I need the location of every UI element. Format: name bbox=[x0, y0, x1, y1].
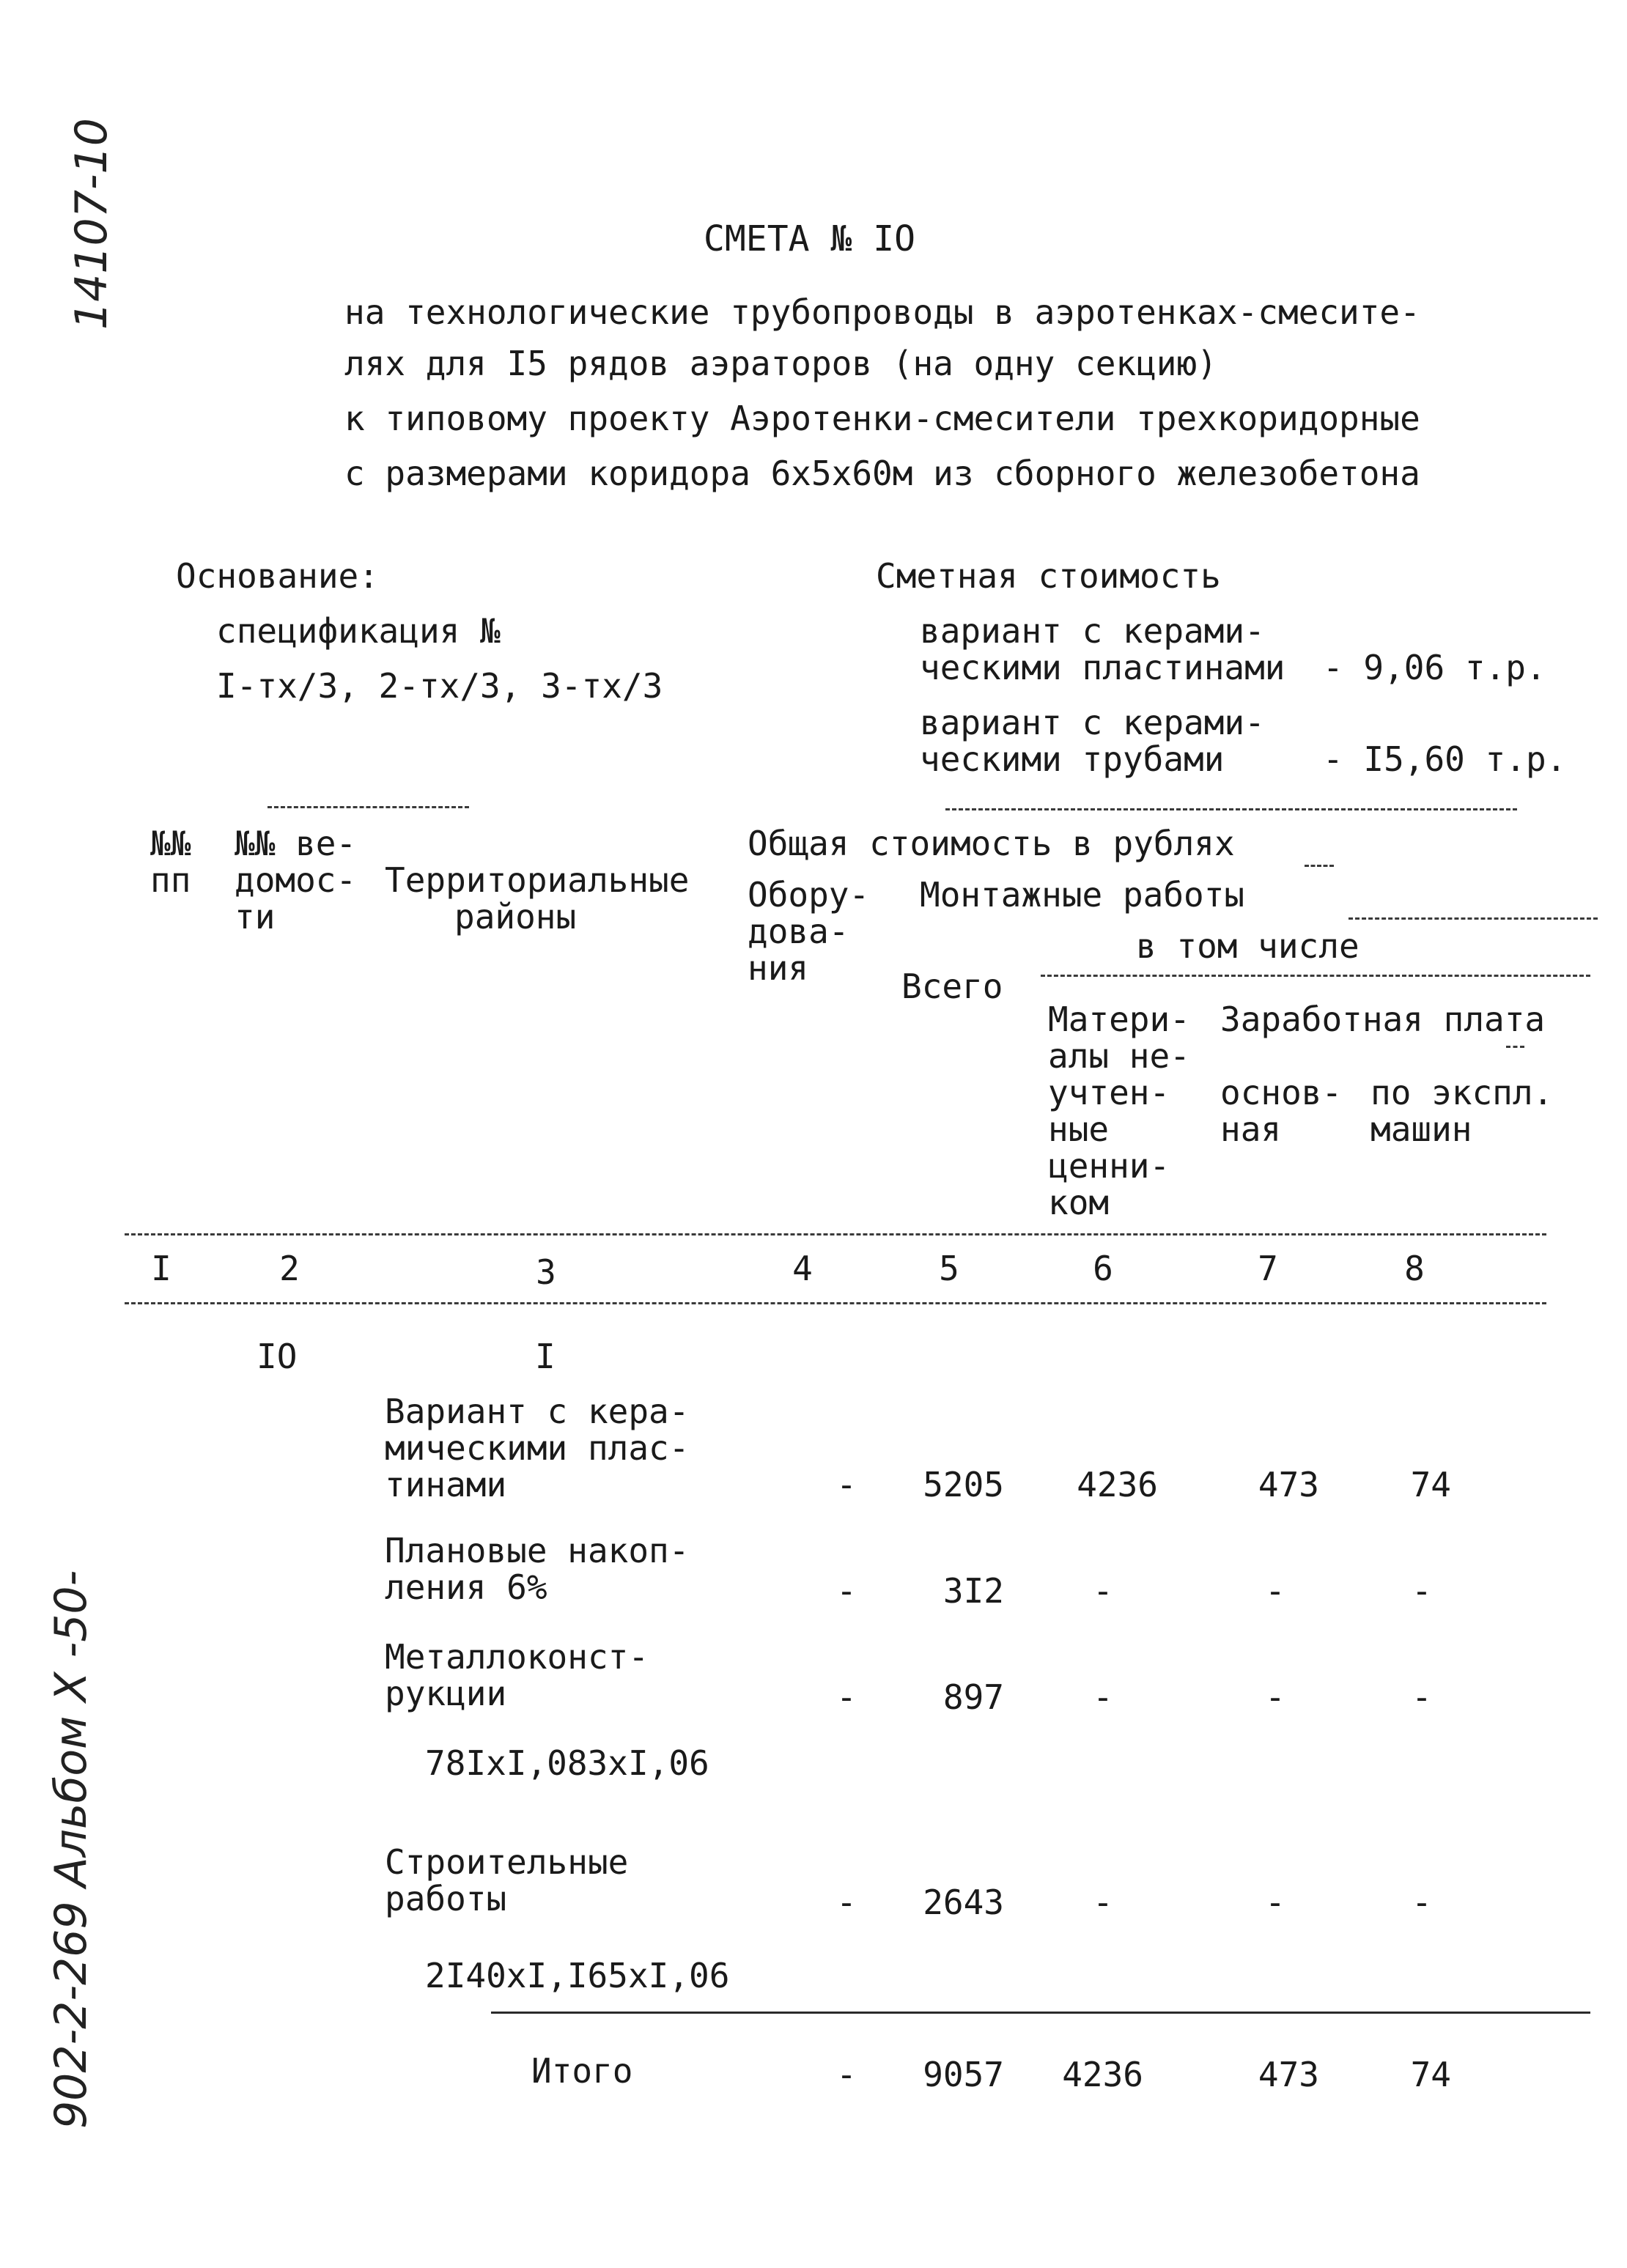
header-total: Всего bbox=[901, 967, 1003, 1006]
row1-label-l3: тинами bbox=[385, 1465, 507, 1504]
row3-label-l1: Металлоконст- bbox=[385, 1637, 649, 1677]
column-number-2: 2 bbox=[279, 1249, 300, 1288]
row4-basic-salary: - bbox=[1265, 1883, 1285, 1922]
row3-formula: 78IxI,083xI,06 bbox=[425, 1743, 709, 1783]
row3-label-l2: рукции bbox=[385, 1674, 507, 1713]
header-materials-l1: Матери- bbox=[1048, 1000, 1190, 1039]
row2-label-l2: ления 6% bbox=[385, 1567, 547, 1607]
total-sum: 9057 bbox=[923, 2055, 1004, 2094]
cost-variant2-line2: ческими трубами bbox=[920, 739, 1225, 779]
rule-column-numbers bbox=[125, 1302, 1546, 1304]
row4-machine-salary: - bbox=[1412, 1883, 1432, 1922]
row1-label-l2: мическими плас- bbox=[385, 1428, 690, 1468]
column-number-4: 4 bbox=[792, 1249, 813, 1288]
header-nn-l2: пп bbox=[150, 860, 191, 900]
total-label: Итого bbox=[531, 2051, 633, 2091]
rule-salary bbox=[1506, 1046, 1524, 1048]
subtitle-line-3: к типовому проекту Аэротенки-смесители трехкоридорные bbox=[344, 399, 1420, 438]
row3-equipment: - bbox=[836, 1677, 857, 1717]
basis-spec-value: I-тх/3, 2-тх/3, 3-тх/3 bbox=[216, 666, 663, 706]
header-materials-l6: ком bbox=[1048, 1183, 1110, 1222]
header-equipment-l1: Обору- bbox=[748, 875, 870, 915]
header-nn-l1: №№ bbox=[150, 824, 191, 863]
header-materials-l3: учтен- bbox=[1048, 1073, 1170, 1112]
cost-variant2-value: - I5,60 т.р. bbox=[1323, 739, 1567, 779]
header-ved-l2: домос- bbox=[235, 860, 357, 900]
row-ved-id: IO bbox=[257, 1337, 298, 1376]
row3-materials: - bbox=[1093, 1677, 1113, 1717]
row1-basic-salary: 473 bbox=[1258, 1465, 1319, 1504]
column-number-3: 3 bbox=[536, 1252, 556, 1292]
header-salary: Заработная плата bbox=[1220, 1000, 1546, 1039]
row1-machine-salary: 74 bbox=[1410, 1465, 1451, 1504]
row4-materials: - bbox=[1093, 1883, 1113, 1922]
rule-mounting bbox=[1349, 917, 1598, 920]
row1-label-l1: Вариант с кера- bbox=[385, 1392, 690, 1431]
rule-top-left bbox=[268, 806, 469, 808]
basis-spec-label: спецификация № bbox=[216, 611, 501, 651]
cost-variant1-line1: вариант с керами- bbox=[920, 611, 1265, 651]
row3-basic-salary: - bbox=[1265, 1677, 1285, 1717]
row1-total: 5205 bbox=[923, 1465, 1004, 1504]
rule-top-right bbox=[945, 808, 1517, 810]
rule-total-cost bbox=[1305, 865, 1334, 867]
header-materials-l5: ценни- bbox=[1048, 1146, 1170, 1186]
row3-machine-salary: - bbox=[1412, 1677, 1432, 1717]
subtitle-line-4: с размерами коридора 6x5x60м из сборного железобетона bbox=[344, 454, 1420, 493]
rule-header-bottom bbox=[125, 1233, 1546, 1235]
header-basic-l2: ная bbox=[1220, 1109, 1282, 1149]
column-number-8: 8 bbox=[1404, 1249, 1425, 1288]
row4-equipment: - bbox=[836, 1883, 857, 1922]
row1-equipment: - bbox=[836, 1465, 857, 1504]
header-territorial-l2: районы bbox=[454, 897, 577, 937]
total-materials: 4236 bbox=[1062, 2055, 1143, 2094]
row2-total: 3I2 bbox=[942, 1571, 1004, 1611]
header-machines-l1: по экспл. bbox=[1370, 1073, 1554, 1112]
row2-machine-salary: - bbox=[1412, 1571, 1432, 1611]
document-title: СМЕТА № IO bbox=[704, 218, 915, 259]
header-machines-l2: машин bbox=[1370, 1109, 1472, 1149]
row4-formula: 2I40xI,I65xI,06 bbox=[425, 1956, 730, 1995]
header-equipment-l3: ния bbox=[748, 948, 809, 988]
header-ved-l3: ти bbox=[235, 897, 276, 937]
rule-above-total bbox=[491, 2012, 1590, 2014]
header-equipment-l2: дова- bbox=[748, 912, 849, 951]
total-basic-salary: 473 bbox=[1258, 2055, 1319, 2094]
rule-including bbox=[1041, 975, 1590, 977]
row3-total: 897 bbox=[942, 1677, 1004, 1717]
header-materials-l2: алы не- bbox=[1048, 1036, 1190, 1076]
total-machine-salary: 74 bbox=[1410, 2055, 1451, 2094]
basis-label: Основание: bbox=[176, 556, 379, 596]
header-ved-l1: №№ ве- bbox=[235, 824, 357, 863]
row4-label-l2: работы bbox=[385, 1879, 507, 1918]
row-region-id: I bbox=[535, 1337, 556, 1376]
cost-variant1-line2: ческими пластинами bbox=[920, 648, 1285, 687]
column-number-5: 5 bbox=[939, 1249, 959, 1288]
row2-basic-salary: - bbox=[1265, 1571, 1285, 1611]
side-note-bottom: 902-2-269 Альбом X -50- bbox=[45, 1570, 97, 2129]
row2-materials: - bbox=[1093, 1571, 1113, 1611]
header-basic-l1: основ- bbox=[1220, 1073, 1343, 1112]
column-number-1: I bbox=[151, 1249, 171, 1288]
cost-variant1-value: - 9,06 т.р. bbox=[1323, 648, 1546, 687]
header-mounting: Монтажные работы bbox=[920, 875, 1245, 915]
cost-label: Сметная стоимость bbox=[876, 556, 1221, 596]
row2-equipment: - bbox=[836, 1571, 857, 1611]
header-including: в том числе bbox=[1136, 926, 1359, 966]
cost-variant2-line1: вариант с керами- bbox=[920, 703, 1265, 742]
header-total-cost: Общая стоимость в рублях bbox=[748, 824, 1235, 863]
row1-materials: 4236 bbox=[1077, 1465, 1158, 1504]
row4-label-l1: Строительные bbox=[385, 1842, 629, 1882]
header-territorial-l1: Территориальные bbox=[385, 860, 690, 900]
subtitle-line-1: на технологические трубопроводы в аэротенках-смесите- bbox=[344, 292, 1420, 332]
side-note-top: 14107-10 bbox=[66, 118, 117, 330]
header-materials-l4: ные bbox=[1048, 1109, 1110, 1149]
column-number-7: 7 bbox=[1258, 1249, 1278, 1288]
subtitle-line-2: лях для I5 рядов аэраторов (на одну секцию) bbox=[344, 344, 1217, 383]
total-equipment: - bbox=[836, 2055, 857, 2094]
column-number-6: 6 bbox=[1093, 1249, 1113, 1288]
row4-total: 2643 bbox=[923, 1883, 1004, 1922]
row2-label-l1: Плановые накоп- bbox=[385, 1531, 690, 1570]
